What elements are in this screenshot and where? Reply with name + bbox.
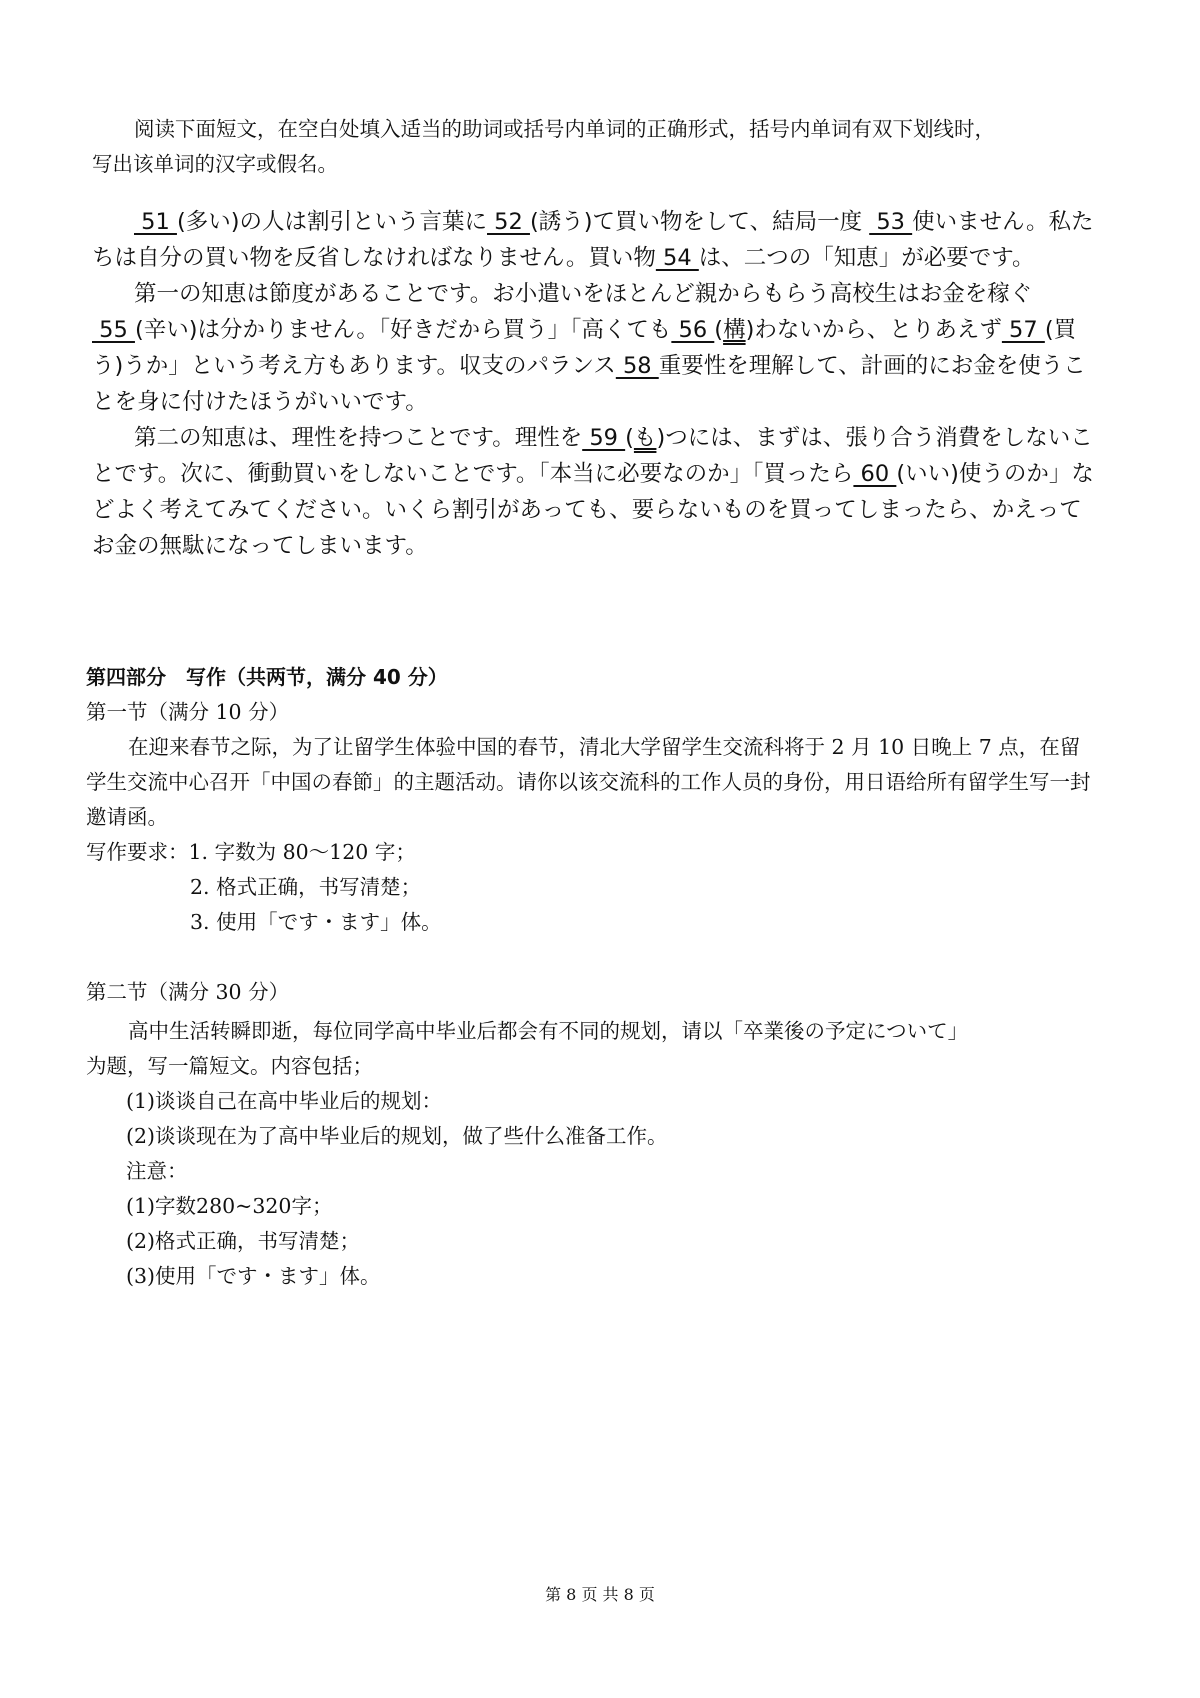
passage-paragraph-2: 第一の知恵は節度があることです。お小遣いをほとんど親からもらう高校生はお金を稼ぐ 55 (辛い)は分かりません。「好きだから買う」「高くても 56 (構)わないから、とりあえず 57 (買う)うか」という考え方もあります。収支のパランス 58 重要性を理解して、計画的にお金を使うことを身に付けたほうがいいです。 [92, 281, 1086, 415]
section2-item-2: (2)谈谈现在为了高中毕业后的规划，做了些什么准备工作。 [126, 1124, 668, 1148]
section2-note-2: (2)格式正确，书写清楚； [126, 1229, 361, 1253]
word-55: (辛い) [134, 317, 198, 343]
instruction-line1: 阅读下面短文，在空白处填入适当的助词或括号内单词的正确形式，括号内单词有双下划线时， [134, 117, 995, 141]
blank-60[interactable]: 60 [853, 461, 897, 487]
instruction [92, 112, 1092, 182]
blank-56[interactable]: 56 [671, 317, 715, 343]
word-59-double-underlined: も [633, 425, 657, 451]
word-51: (多い) [176, 209, 240, 235]
section2-body-line2: 为题，写一篇短文。内容包括； [86, 1054, 373, 1078]
blank-55[interactable]: 55 [92, 317, 135, 343]
section1-title: 第一节（满分 10 分） [86, 700, 290, 724]
section2-note-3: (3)使用「です・ます」体。 [126, 1264, 381, 1288]
passage-paragraph-1: 51 (多い)の人は割引という言葉に 52 (誘う)て買い物をして、結局一度 53 使いません。私たちは自分の買い物を反省しなければなりません。買い物 54 は、二つの「知恵」が必要です。 [92, 209, 1094, 271]
blank-57[interactable]: 57 [1001, 317, 1045, 343]
word-52: (誘う) [529, 209, 593, 235]
page-footer: 第 8 页 共 8 页 [545, 1585, 655, 1604]
section2-body-line1: 高中生活转瞬即逝，每位同学高中毕业后都会有不同的规划，请以「卒業後の予定について」 [128, 1019, 969, 1043]
word-56-double-underlined: 構 [723, 317, 746, 343]
part4-heading: 第四部分 写作（共两节，满分 40 分） [86, 665, 448, 689]
word-57: (買う) [92, 317, 1077, 379]
reading-passage [92, 204, 1102, 564]
section1-requirements: 写作要求：1. 字数为 80～120 字； [86, 840, 416, 864]
blank-54[interactable]: 54 [655, 245, 699, 271]
blank-58[interactable]: 58 [615, 353, 659, 379]
blank-52[interactable]: 52 [487, 209, 530, 235]
part4-writing [86, 660, 1096, 1294]
word-60: (いい) [896, 461, 959, 487]
section2-title: 第二节（满分 30 分） [86, 980, 290, 1004]
passage-paragraph-3: 第二の知恵は、理性を持つことです。理性を 59 (も)つには、まずは、張り合う消費をしないことです。次に、衝動買いをしないことです。「本当に必要なのか」「買ったら 60 (いい)使うのか」などよく考えてみてください。いくら割引があっても、要らないものを買ってしまったら、かえってお金の無駄になってしまいます。 [92, 425, 1094, 559]
section2-note-label: 注意： [126, 1159, 188, 1183]
section2-item-1: (1)谈谈自己在高中毕业后的规划： [126, 1089, 443, 1113]
instruction-line2: 写出该单词的汉字或假名。 [92, 152, 338, 176]
section1-body: 在迎来春节之际，为了让留学生体验中国的春节，清北大学留学生交流科将于 2 月 10 日晚上 7 点，在留学生交流中心召开「中国の春節」的主题活动。请你以该交流科的工作人员的身份，用日语给所有留学生写一封邀请函。 [86, 735, 1091, 829]
blank-53[interactable]: 53 [869, 209, 913, 235]
requirement-1: 1. 字数为 80～120 字； [188, 840, 416, 864]
requirement-2: 2. 格式正确，书写清楚； [190, 875, 422, 899]
section2-note-1: (1)字数280~320字； [126, 1194, 333, 1218]
requirement-3: 3. 使用「です・ます」体。 [190, 910, 442, 934]
blank-51[interactable]: 51 [134, 209, 177, 235]
blank-59[interactable]: 59 [582, 425, 626, 451]
